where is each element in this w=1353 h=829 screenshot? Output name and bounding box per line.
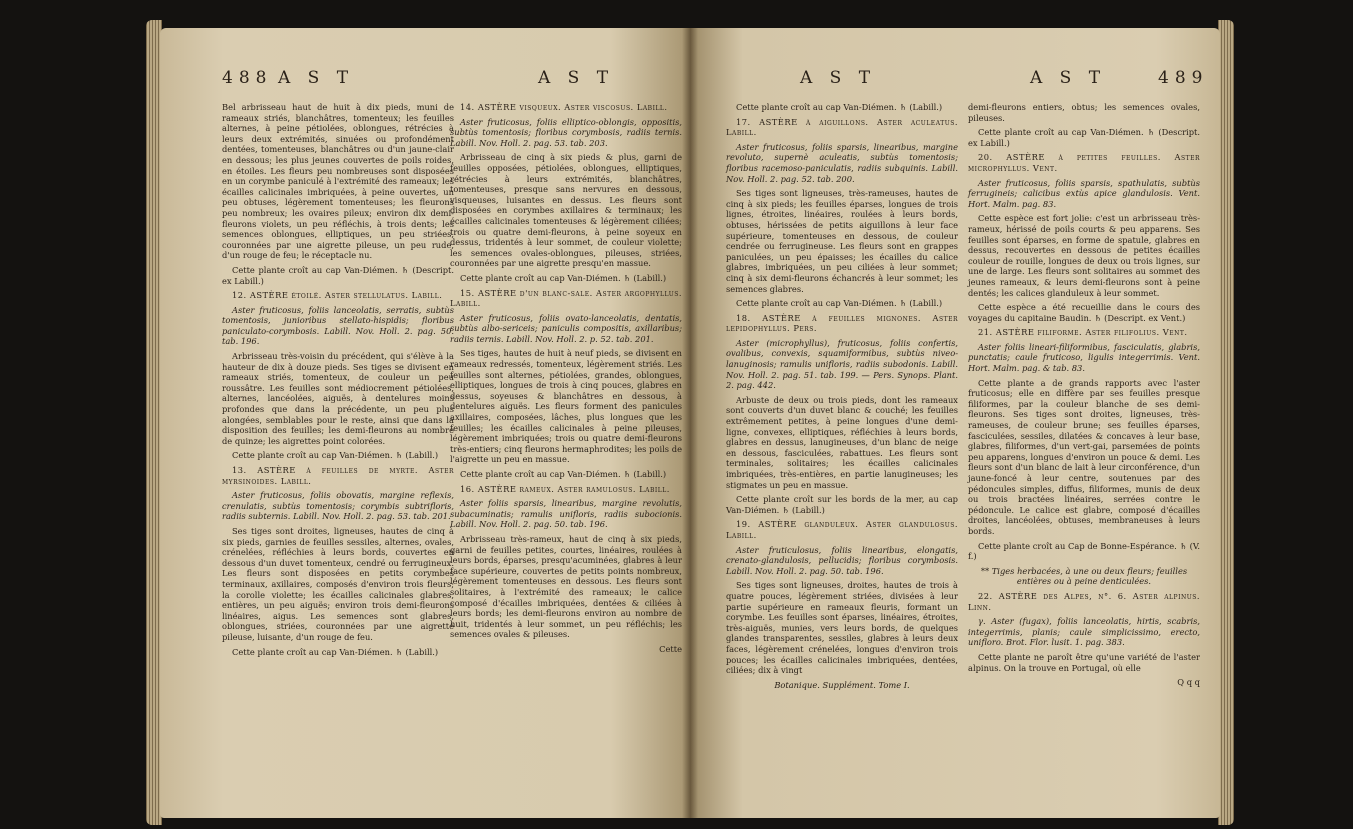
paragraph: Arbrisseau de cinq à six pieds & plus, garni de feuilles opposées, pétiolées, oblongues, elliptiques, rétrécies à leurs extrémités, blanchâtres, tomenteuses, presque sans nervures en dessous, visqueuses, luisantes en dessus. Les fleurs sont disposées en corymbes axillaires & terminaux; les écailles calicinales tomenteuses & légèrement ciliées; trois ou quatre demi-fleurons, à peine soyeux en dessus, tridentés à leur sommet, de couleur violette; les semences ovales-oblongues, pileuses, striées, couronnées par une aigrette presqu'en massue. xyxy=(450,152,682,269)
species-heading: 15. ASTÈRE d'un blanc-sale. Aster argophyllus. Labill. xyxy=(450,287,682,309)
paragraph: Ses tiges sont ligneuses, très-rameuses, hautes de cinq à six pieds; les feuilles éparses, longues de trois lignes, étroites, linéaires, roulées à leurs bords, obtuses, hérissées de petits aiguillons à leur face supérieure, tomenteuses en dessous, de couleur cendrée ou ferrugineuse. Les fleurs sont en grappes paniculées, un peu épaisses; les écailles du calice glabres, imbriquées, un peu ciliées à leur sommet; cinq à six demi-fleurons échancrés à leur sommet; les semences glabres. xyxy=(726,188,958,294)
latin-diagnosis: Aster fruticosus, foliis obovatis, margine reflexis, crenulatis, subtùs tomentosis; corymbis subtrifloris, radiis subternis. Labill. Nov. Holl. 2. pag. 53. tab. 201. xyxy=(222,490,454,522)
species-heading: 21. ASTÈRE filiforme. Aster filifolius. Vent. xyxy=(978,327,1188,338)
open-book xyxy=(160,10,1220,825)
paragraph: Ses tiges sont ligneuses, droites, hautes de trois à quatre pouces, légèrement striées, divisées à leur partie supérieure en rameaux fleuris, formant un corymbe. Les feuilles sont éparses, linéaires, étroites, très-aiguës, munies, vers leurs bords, de quelques glandes transparentes, sessiles, glabres à leurs deux faces, légèrement crénelées, longues d'environ trois pouces; les écailles calicinales imbriquées, dentées, ciliées; dix à vingt xyxy=(726,580,958,676)
species-heading: 20. ASTÈRE à petites feuilles. Aster microphyllus. Vent. xyxy=(968,152,1200,173)
latin-diagnosis: Aster fruticosus, foliis elliptico-oblongis, oppositis, subtùs tomentosis; floribus corymbosis, radiis ternis. Labill. Nov. Holl. 2. pag. 53. tab. 203. xyxy=(450,116,682,148)
left-column-2 xyxy=(450,102,682,659)
book-gutter xyxy=(682,28,698,818)
latin-diagnosis: Aster foliis sparsis, linearibus, margine revolutis, subacuminatis; ramulis unifloris, radiis subocionis. Labill. Nov. Holl. 2. pag. 50. tab. 196. xyxy=(450,498,682,530)
paragraph: demi-fleurons entiers, obtus; les semences ovales, pileuses. xyxy=(968,102,1200,123)
latin-diagnosis: Aster fruticosus, foliis sparsis, spathulatis, subtùs ferrugineis; calicibus extùs apice glandulosis. Vent. Hort. Malm. pag. 83. xyxy=(968,177,1200,209)
right-page-number: 489 xyxy=(1158,68,1209,88)
right-running-head-2: A S T xyxy=(1030,68,1107,88)
right-page xyxy=(690,28,1220,818)
section-heading: ** Tiges herbacées, à une ou deux fleurs; feuilles entières ou à peine denticulées. xyxy=(980,565,1188,587)
species-heading: 18. ASTÈRE à feuilles mignones. Aster lepidophyllus. Pers. xyxy=(726,312,958,334)
habitat-note: Cette plante croît sur les bords de la mer, au cap Van-Diémen. ♄ (Labill.) xyxy=(726,494,958,515)
paragraph: Cette plante a de grands rapports avec l'aster fruticosus; elle en diffère par ses feuilles presque filiformes, par la couleur blanche de ses demi-fleurons. Ses tiges sont droites, ligneuses, très-rameuses, de couleur brune; ses feuilles éparses, fasciculées, sessiles, dilatées & concaves à leur base, glabres, filiformes, d'un vert-gai, parsemées de points peu apparens, longues d'environ un pouce & demi. Les fleurs sont d'un blanc de lait à leur circonférence, d'un jaune-foncé à leur centre, soutenues par des pédoncules simples, diffus, filiformes, munis de deux ou trois bractées linéaires, serrées contre le pédoncule. Le calice est glabre, composé d'écailles droites, lancéolées, obtuses, membraneuses à leurs bords. xyxy=(968,377,1200,536)
left-running-head-1: A S T xyxy=(278,68,355,88)
habitat-note: Cette plante croît au cap Van-Diémen. ♄ (Descript. ex Labill.) xyxy=(968,127,1200,148)
latin-diagnosis: Aster (microphyllus), fruticosus, foliis confertis, ovalibus, convexis, squamiformibus, subtùs niveo-lanuginosis; ramulis unifloris, radiis subodonis. Labill. Nov. Holl. 2. pag. 51. tab. 199. — Pers. Synops. Plant. 2. pag. 442. xyxy=(726,337,958,391)
species-heading: 12. ASTÈRE étoilé. Aster stellulatus. Labill. xyxy=(232,290,443,301)
right-column-2 xyxy=(968,102,1200,692)
habitat-note: Cette plante croît au cap Van-Diémen. ♄ (Labill.) xyxy=(232,646,439,657)
paragraph: Arbuste de deux ou trois pieds, dont les rameaux sont couverts d'un duvet blanc & couché; les feuilles extrêmement petites, à peine longues d'une demi-ligne, convexes, elliptiques, réfléchies à leurs bords, glabres en dessus, lanugineuses, d'un blanc de neige en dessous, fasciculées, rabattues. Les fleurs sont terminales, solitaires; les écailles calicinales imbriquées, très-entières, en partie lanugineuses; les stigmates un peu en massue. xyxy=(726,394,958,490)
species-heading: 22. ASTÈRE des Alpes, n°. 6. Aster alpinus. Linn. xyxy=(968,590,1200,612)
habitat-note: Cette plante croît au Cap de Bonne-Espérance. ♄ (V. f.) xyxy=(968,540,1200,562)
paragraph: Ses tiges, hautes de huit à neuf pieds, se divisent en rameaux redressés, tomenteux, légèrement striés. Les feuilles sont alternes, pétiolées, grandes, oblongues, elliptiques, longues de trois à cinq pouces, glabres en dessus, soyeuses & blanchâtres en dessous, à dentelures aiguës. Les fleurs forment des panicules axillaires, composées, lâches, plus longues que les feuilles; les écailles calicinales à peine pileuses, légèrement imbriquées; trois ou quatre demi-fleurons très-entiers; cinq fleurons hermaphrodites; les poils de l'aigrette un peu en massue. xyxy=(450,348,682,465)
paragraph: Bel arbrisseau haut de huit à dix pieds, muni de rameaux striés, blanchâtres, tomenteux; les feuilles alternes, à peine pétiolées, oblongues, rétrécies à leurs deux extrémités, sinuées ou profondément dentées, tomenteuses, blanchâtres ou d'un jaune-clair en dessous; les plus jeunes couvertes de poils roides, en étoiles. Les fleurs peu nombreuses sont disposées en un corymbe paniculé à l'extrémité des rameaux; les écailles calicinales imbriquées, à peine ouvertes, un peu obtuses, légèrement tomenteuses; les fleurons peu nombreux; les ovaires pileux; environ dix demi-fleurons violets, un peu réfléchis, à trois dents; les semences oblongues, elliptiques, un peu striées, couronnées par une aigrette pileuse, un peu rude, d'un rouge de feu; le réceptacle nu. xyxy=(222,102,454,261)
latin-diagnosis: Aster fruticosus, foliis ovato-lanceolatis, dentatis, subtùs albo-sericeis; paniculis compositis, axillaribus; radiis ternis. Labill. Nov. Holl. 2. p. 52. tab. 201. xyxy=(450,312,682,344)
paragraph: Ses tiges sont droites, ligneuses, hautes de cinq à six pieds, garnies de feuilles sessiles, alternes, ovales, crénelées, réfléchies à leurs bords, couvertes en dessous d'un duvet tomenteux, cendré ou ferrugineux. Les fleurs sont disposées en petits corymbes terminaux, axillaires, composés d'environ trois fleurs; la corolle violette; les écailles calicinales glabres, entières, un peu aiguës; environ trois demi-fleurons linéaires, aigus. Les semences sont glabres, oblongues, striées, couronnées par une aigrette pileuse, luisante, d'un rouge de feu. xyxy=(222,525,454,642)
left-page-number: 488 xyxy=(222,68,273,88)
left-running-head-2: A S T xyxy=(538,68,615,88)
species-heading: 14. ASTÈRE visqueux. Aster viscosus. Labill. xyxy=(460,102,668,112)
species-heading: 16. ASTÈRE rameux. Aster ramulosus. Labill. xyxy=(460,483,670,494)
left-column-1 xyxy=(222,102,454,661)
species-heading: 19. ASTÈRE glanduleux. Aster glandulosus. Labill. xyxy=(726,519,958,540)
paragraph: Cette plante ne paroît être qu'une variété de l'aster alpinus. On la trouve en Portugal, où elle xyxy=(968,651,1200,673)
latin-diagnosis: Aster foliis lineari-filiformibus, fasciculatis, glabris, punctatis; caule fruticoso, ligulis integerrimis. Vent. Hort. Malm. pag. & tab. 83. xyxy=(968,341,1200,374)
habitat-note: Cette plante croît au cap Van-Diémen. ♄ (Labill.) xyxy=(460,469,667,479)
habitat-note: Cette plante croît au cap Van-Diémen. ♄ (Descript. ex Labill.) xyxy=(222,264,454,286)
latin-diagnosis: Aster fruticosus, foliis lanceolatis, serratis, subtùs tomentosis, junioribus stellato-hispidis; floribus paniculato-corymbosis. Labill. Nov. Holl. 2. pag. 50. tab. 196. xyxy=(222,304,454,347)
species-heading: 17. ASTÈRE à aiguillons. Aster aculeatus. Labill. xyxy=(726,116,958,138)
latin-diagnosis: Aster fruticulosus, foliis linearibus, elongatis, crenato-glandulosis, pellucidis; floribus corymbosis. Labill. Nov. Holl. 2. pag. 50. tab. 196. xyxy=(726,544,958,576)
right-column-1 xyxy=(726,102,958,694)
latin-diagnosis: γ. Aster (fugax), foliis lanceolatis, hirtis, scabris, integerrimis, planis; caule simplicissimo, erecto, unifloro. Brot. Flor. lusit. 1. pag. 383. xyxy=(968,616,1200,648)
page-footer: Botanique. Supplément. Tome I. xyxy=(774,679,910,690)
paragraph: Arbrisseau très-rameux, haut de cinq à six pieds, garni de feuilles petites, courtes, linéaires, roulées à leurs bords, éparses, presqu'acuminées, glabres à leur face supérieure, couvertes de petits points nombreux, légèrement tomenteuses en dessous. Les fleurs sont solitaires, à l'extrémité des rameaux; le calice composé d'écailles imbriquées, dentées & ciliées à leurs bords; les demi-fleurons environ au nombre de huit, tridentés à leur sommet, un peu réfléchis; les semences ovales & pileuses. xyxy=(450,533,682,640)
habitat-note: Cette plante croît au cap Van-Diémen. ♄ (Labill.) xyxy=(460,272,667,283)
habitat-note: Cette plante croît au cap Van-Diémen. ♄ (Labill.) xyxy=(736,298,943,309)
latin-diagnosis: Aster fruticosus, foliis sparsis, linearibus, margine revoluto, supernè aculeatis, subtùs tomentosis; floribus racemoso-paniculatis, radiis subquinis. Labill. Nov. Holl. 2. pag. 52. tab. 200. xyxy=(726,141,958,184)
habitat-note: Cette plante croît au cap Van-Diémen. ♄ (Labill.) xyxy=(736,102,943,112)
right-running-head-1: A S T xyxy=(800,68,877,88)
habitat-note: Cette espèce a été recueillie dans le cours des voyages du capitaine Baudin. ♄ (Descript. ex Vent.) xyxy=(968,302,1200,323)
right-page-edges xyxy=(1218,20,1234,825)
habitat-note: Cette plante croît au cap Van-Diémen. ♄ (Labill.) xyxy=(232,450,439,461)
signature-mark: Q q q xyxy=(1177,677,1200,688)
species-heading: 13. ASTÈRE à feuilles de myrte. Aster myrsinoides. Labill. xyxy=(222,465,454,486)
catchword: Cette xyxy=(659,643,682,654)
left-page xyxy=(160,28,690,818)
paragraph: Cette espèce est fort jolie: c'est un arbrisseau très-rameux, hérissé de poils courts & peu apparens. Ses feuilles sont éparses, en forme de spatule, glabres en dessus, recouvertes en dessous de petites écailles couleur de rouille, longues de deux ou trois lignes, sur une de large. Les fleurs sont solitaires au sommet des jeunes rameaux, & leurs demi-fleurons sont à peine dentés; les calices glanduleux à leur sommet. xyxy=(968,213,1200,298)
paragraph: Arbrisseau très-voisin du précédent, qui s'élève à la hauteur de dix à douze pieds. Ses tiges se divisent en rameaux striés, tomenteux, de couleur un peu roussâtre. Les feuilles sont médiocrement pétiolées, alternes, lancéolées, aiguës, à dentelures moins profondes que dans la précédente, un peu plus alongées, semblables pour le reste, ainsi que dans la disposition des feuilles; les demi-fleurons au nombre de quinze; les aigrettes point colorées. xyxy=(222,351,454,446)
